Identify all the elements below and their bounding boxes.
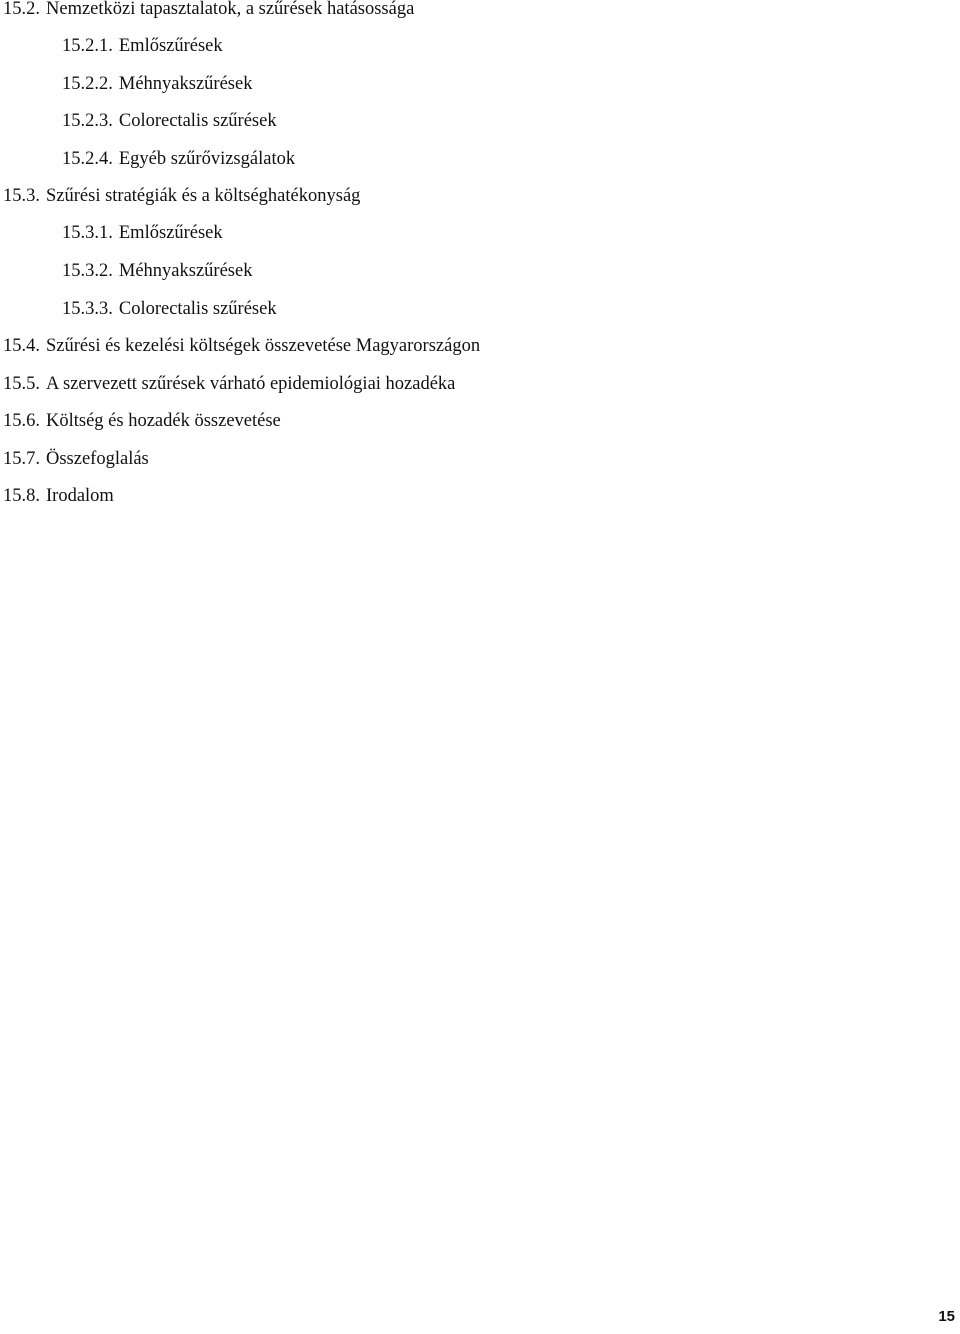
- toc-number: 15.5.: [3, 374, 40, 394]
- toc-title: Szűrési stratégiák és a költséghatékonyság: [46, 186, 361, 206]
- toc-title: Szűrési és kezelési költségek összevetése Magyarországon: [46, 336, 481, 356]
- toc-entry-15-4: [3, 335, 480, 357]
- toc-title: Egyéb szűrővizsgálatok: [118, 149, 296, 169]
- toc-entry-15-3-1: [62, 222, 223, 244]
- toc-title: Méhnyakszűrések: [118, 261, 253, 281]
- toc-title: Colorectalis szűrések: [118, 111, 277, 131]
- toc-number: 15.2.3.: [62, 111, 113, 131]
- toc-entry-15-3-2: [62, 260, 252, 282]
- toc-entry-15-2: [3, 0, 414, 20]
- toc-number: 15.6.: [3, 411, 40, 431]
- toc-title: Emlőszűrések: [118, 223, 223, 243]
- toc-number: 15.8.: [3, 486, 40, 506]
- toc-number: 15.3.1.: [62, 223, 113, 243]
- toc-entry-15-2-1: [62, 35, 223, 57]
- toc-number: 15.3.: [3, 186, 40, 206]
- toc-entry-15-3-3: [62, 298, 277, 320]
- toc-number: 15.3.2.: [62, 261, 113, 281]
- toc-title: Irodalom: [46, 486, 114, 506]
- toc-entry-15-8: [3, 485, 114, 507]
- toc-entry-15-5: [3, 373, 455, 395]
- toc-title: Összefoglalás: [46, 449, 149, 469]
- toc-number: 15.4.: [3, 336, 40, 356]
- toc-number: 15.2.1.: [62, 36, 113, 56]
- toc-entry-15-2-3: [62, 110, 277, 132]
- toc-number: 15.2.4.: [62, 149, 113, 169]
- toc-title: Méhnyakszűrések: [118, 74, 253, 94]
- toc-entry-15-2-2: [62, 73, 252, 95]
- page-number: 15: [938, 1308, 955, 1325]
- toc-title: Költség és hozadék összevetése: [46, 411, 281, 431]
- toc-number: 15.2.: [3, 0, 40, 19]
- toc-number: 15.2.2.: [62, 74, 113, 94]
- toc-entry-15-3: [3, 185, 360, 207]
- toc-title: Colorectalis szűrések: [118, 299, 277, 319]
- toc-entry-15-6: [3, 410, 281, 432]
- toc-entry-15-2-4: [62, 148, 295, 170]
- toc-entry-15-7: [3, 448, 149, 470]
- toc-number: 15.3.3.: [62, 299, 113, 319]
- toc-title: Nemzetközi tapasztalatok, a szűrések hatásossága: [46, 0, 415, 19]
- toc-title: Emlőszűrések: [118, 36, 223, 56]
- toc-title: A szervezett szűrések várható epidemiológiai hozadéka: [46, 374, 456, 394]
- toc-number: 15.7.: [3, 449, 40, 469]
